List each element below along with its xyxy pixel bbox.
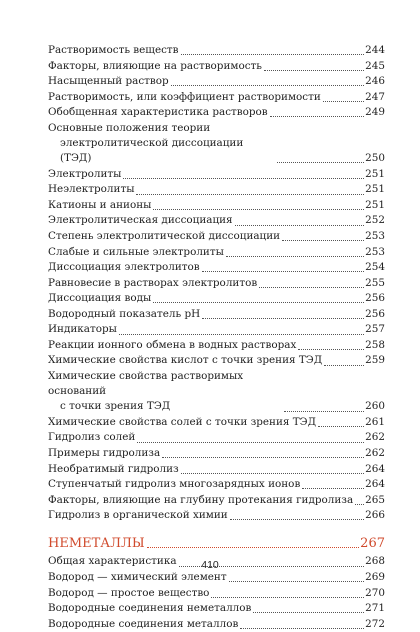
dot-leader (119, 334, 364, 335)
toc-entry-page: 259 (365, 354, 385, 367)
toc-entry-page: 256 (365, 307, 385, 320)
toc-entry (48, 90, 385, 105)
toc-entry-title: Химические свойства кислот с точки зрения ТЭД (48, 354, 323, 367)
dot-leader (318, 426, 364, 427)
toc-entry-page: 245 (365, 59, 385, 72)
toc-entry-title: Растворимость, или коэффициент растворимости (48, 90, 321, 103)
dot-leader (181, 54, 365, 55)
toc-entry (48, 462, 385, 477)
toc-entry (48, 601, 385, 616)
page-number: 410 (201, 559, 219, 571)
toc-entry-page: 247 (365, 90, 385, 103)
toc-entry-page: 257 (365, 323, 385, 336)
dot-leader (153, 209, 364, 210)
toc-entry (48, 213, 385, 228)
toc-entry (48, 59, 385, 74)
toc-entry-page: 251 (365, 167, 385, 180)
dot-leader (355, 504, 364, 505)
dot-leader (230, 519, 364, 520)
dot-leader (323, 101, 364, 102)
toc-entry-title: Неэлектролиты (48, 183, 135, 196)
toc-entry-title: Равновесие в растворах электролитов (48, 276, 258, 289)
toc-entry-page: 253 (365, 229, 385, 242)
toc-entry (48, 508, 385, 523)
toc-entry-title: Необратимый гидролиз (48, 462, 179, 475)
dot-leader (202, 271, 365, 272)
toc-entry-title: Диссоциация воды (48, 292, 152, 305)
toc-entry-page: 271 (365, 602, 385, 615)
toc-entry-title: Общая характеристика (48, 555, 177, 568)
dot-leader (240, 628, 364, 629)
toc-entry (48, 586, 385, 601)
dot-leader (235, 225, 365, 226)
dot-leader (181, 473, 364, 474)
toc-entry (48, 121, 385, 167)
toc-entry (48, 353, 385, 368)
dot-leader (264, 70, 364, 71)
toc-entry (48, 276, 385, 291)
dot-leader (171, 85, 364, 86)
dot-leader (136, 194, 364, 195)
toc-entry-page: 266 (365, 509, 385, 522)
toc-entry-title: Химические свойства солей с точки зрения ТЭД (48, 415, 317, 428)
dot-leader (270, 116, 365, 117)
toc-entry-title: Растворимость веществ (48, 44, 179, 56)
dot-leader (153, 302, 364, 303)
toc-entry-page: 268 (365, 555, 385, 568)
toc-entry (48, 43, 385, 58)
toc-entry (48, 307, 385, 322)
toc-entry (48, 415, 385, 430)
toc-entry (48, 477, 385, 492)
toc-entry-page: 251 (365, 198, 385, 211)
toc-entry-page: 272 (365, 617, 385, 630)
toc-entry-page: 270 (365, 586, 385, 599)
toc-entry-page: 265 (365, 493, 385, 506)
toc-entry (48, 570, 385, 585)
toc-entry-page: 269 (365, 571, 385, 584)
toc-entry-page: 262 (365, 447, 385, 460)
toc-entry (48, 446, 385, 461)
dot-leader (298, 349, 364, 350)
toc-entry (48, 617, 385, 632)
toc-entry-page: 244 (365, 44, 385, 56)
toc-entry (48, 493, 385, 508)
toc-entry-title: Ступенчатый гидролиз многозарядных ионов (48, 478, 301, 491)
toc-entry (48, 338, 385, 353)
toc-entry (48, 105, 385, 120)
table-of-contents (48, 43, 385, 632)
dot-leader (147, 547, 360, 548)
toc-entry-page: 249 (365, 106, 385, 119)
toc-entry (48, 182, 385, 197)
toc-section-heading (48, 536, 385, 552)
toc-entry-title: Электролитическая диссоциация (48, 214, 233, 227)
toc-entry-title (48, 369, 282, 415)
toc-entry-page: 264 (365, 462, 385, 475)
dot-leader (324, 365, 364, 366)
toc-entry-page: 254 (365, 261, 385, 274)
toc-entry-title: Водородные соединения металлов (48, 617, 239, 630)
dot-leader (202, 318, 364, 319)
toc-entry-title-line1: Химические свойства растворимых оснований (48, 369, 244, 398)
toc-entry-page: 255 (365, 276, 385, 289)
toc-entry (48, 198, 385, 213)
toc-entry-title: Гидролиз в органической химии (48, 509, 228, 522)
toc-entry-page: 261 (365, 415, 385, 428)
toc-entry (48, 260, 385, 275)
toc-entry-page: 258 (365, 338, 385, 351)
toc-entry-title: Реакции ионного обмена в водных растворах (48, 338, 297, 351)
toc-entry-title: Водородные соединения неметаллов (48, 602, 252, 615)
toc-entry-title: Индикаторы (48, 323, 117, 336)
toc-entry (48, 167, 385, 182)
toc-entry (48, 291, 385, 306)
toc-entry-title: Слабые и сильные электролиты (48, 245, 224, 258)
toc-entry-title: Водород — химический элемент (48, 571, 227, 584)
toc-entry (48, 245, 385, 260)
toc-entry-title: Водород — простое вещество (48, 586, 210, 599)
toc-entry-title (48, 121, 275, 167)
dot-leader (253, 612, 364, 613)
dot-leader (162, 457, 364, 458)
toc-entry-page: 253 (365, 245, 385, 258)
toc-entry (48, 74, 385, 89)
toc-entry-page: 256 (365, 292, 385, 305)
toc-entry-title: Степень электролитической диссоциации (48, 229, 281, 242)
toc-entry-page: 252 (365, 214, 385, 227)
dot-leader (302, 488, 364, 489)
dot-leader (277, 162, 364, 163)
toc-entry-title-line2: электролитической диссоциации (ТЭД) (60, 136, 244, 165)
dot-leader (211, 597, 364, 598)
toc-entry-title-line2: с точки зрения ТЭД (60, 400, 171, 413)
toc-entry (48, 322, 385, 337)
dot-leader (123, 178, 364, 179)
dot-leader (284, 411, 364, 412)
toc-entry-page: 251 (365, 183, 385, 196)
toc-entry-title: Катионы и анионы (48, 198, 152, 211)
dot-leader (229, 581, 365, 582)
toc-entry (48, 430, 385, 445)
dot-leader (226, 256, 364, 257)
toc-entry (48, 229, 385, 244)
dot-leader (282, 240, 364, 241)
toc-entry-title: Обобщенная характеристика растворов (48, 106, 268, 119)
toc-entry-page: 260 (365, 400, 385, 413)
toc-entry-title: Насыщенный раствор (48, 75, 169, 88)
toc-entry-page: 250 (365, 152, 385, 165)
toc-entry-page: 262 (365, 431, 385, 444)
toc-entry-page: 264 (365, 478, 385, 491)
dot-leader (137, 442, 364, 443)
toc-entry-title: Факторы, влияющие на растворимость (48, 59, 262, 72)
toc-entry-title: Водородный показатель pH (48, 307, 201, 320)
section-title: НЕМЕТАЛЛЫ (48, 536, 145, 552)
toc-entry-title: Примеры гидролиза (48, 447, 161, 460)
toc-entry-page: 246 (365, 75, 385, 88)
toc-entry (48, 369, 385, 415)
toc-entry-title: Гидролиз солей (48, 431, 136, 444)
toc-entry-title-line1: Основные положения теории (48, 121, 211, 134)
toc-entry-title: Электролиты (48, 167, 122, 180)
section-page: 267 (360, 536, 385, 552)
dot-leader (259, 287, 364, 288)
toc-entry-title: Диссоциация электролитов (48, 261, 200, 274)
toc-entry-title: Факторы, влияющие на глубину протекания гидролиза (48, 493, 354, 506)
